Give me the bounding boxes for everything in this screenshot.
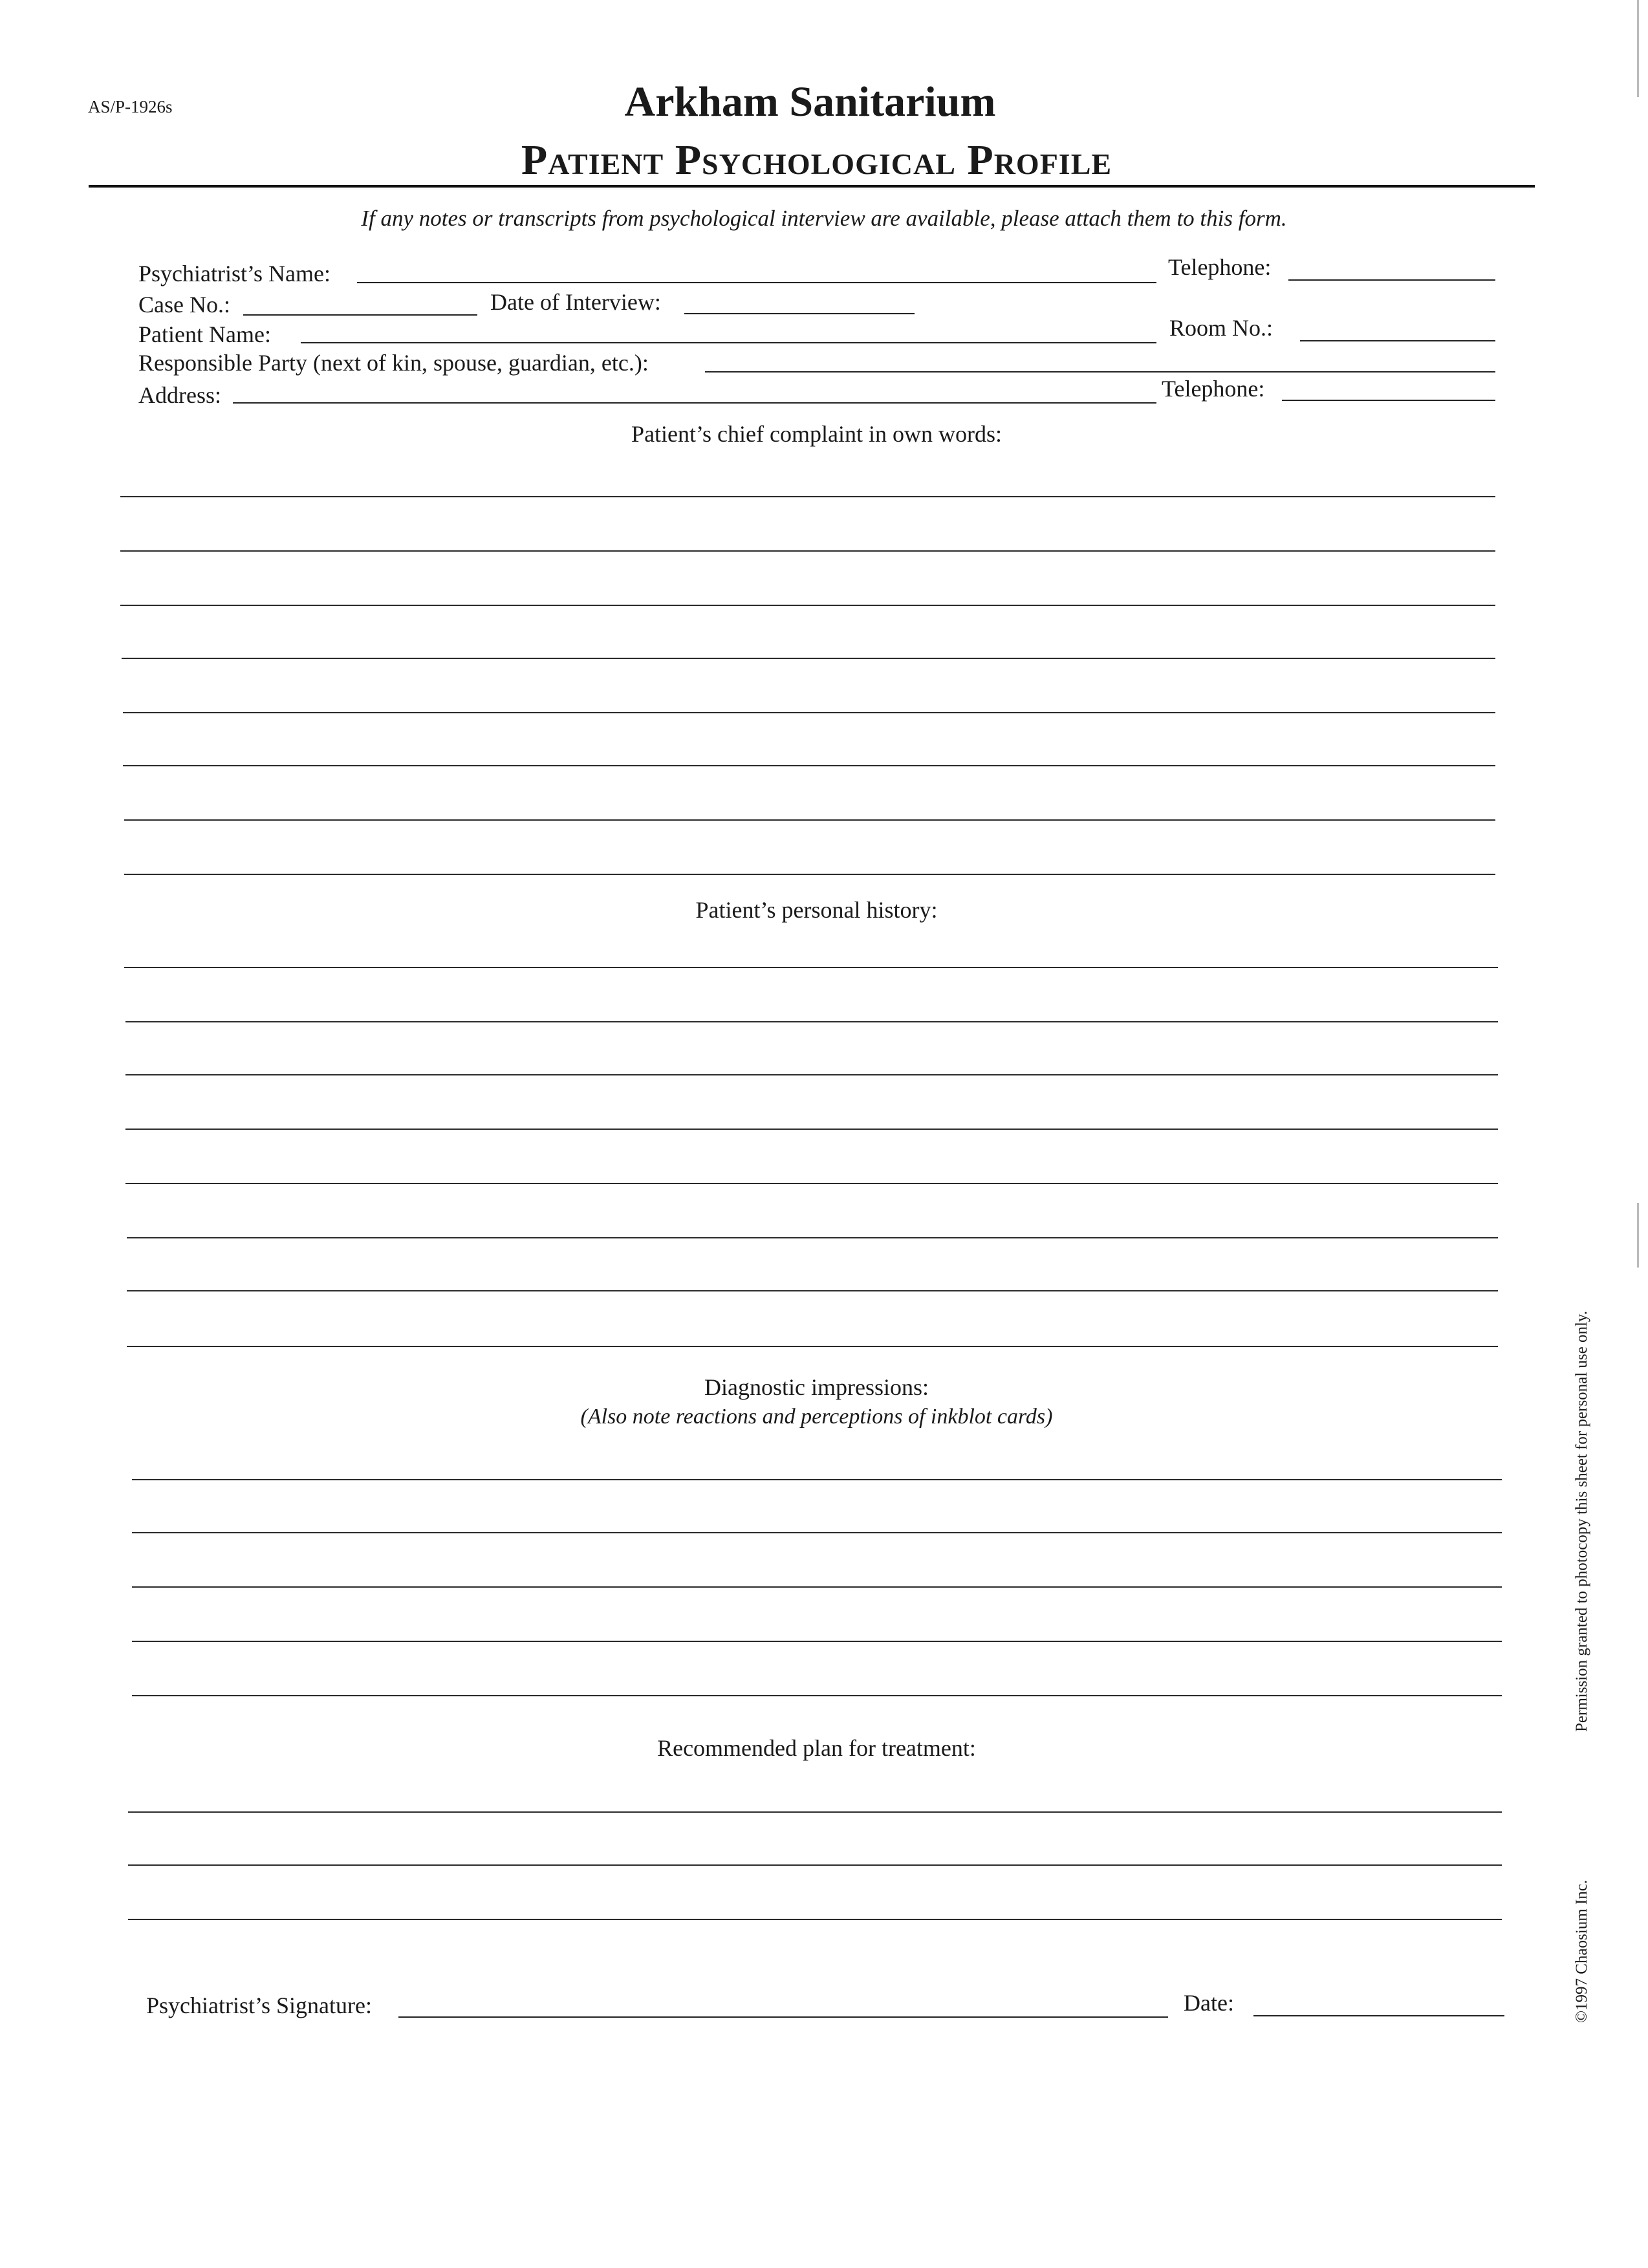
signature-label: Psychiatrist’s Signature: xyxy=(146,1993,372,2018)
chief-complaint-line[interactable] xyxy=(124,874,1495,875)
personal-history-heading: Patient’s personal history: xyxy=(695,897,938,923)
document-title: Arkham Sanitarium xyxy=(624,78,996,125)
signature-date-label: Date: xyxy=(1184,1990,1234,2016)
psychiatrist-name-field[interactable] xyxy=(357,282,1156,283)
treatment-line[interactable] xyxy=(128,1864,1502,1866)
responsible-party-label: Responsible Party (next of kin, spouse, guardian, etc.): xyxy=(138,350,649,376)
permission-notice: Permission granted to photocopy this sheet for personal use only. xyxy=(1573,1310,1590,1732)
chief-complaint-line[interactable] xyxy=(123,712,1495,713)
form-code: AS/P-1926s xyxy=(88,97,173,116)
date-of-interview-label: Date of Interview: xyxy=(490,289,661,315)
personal-history-line[interactable] xyxy=(125,1129,1498,1130)
room-no-label: Room No.: xyxy=(1169,315,1274,341)
telephone-2-label: Telephone: xyxy=(1162,376,1265,402)
chief-complaint-line[interactable] xyxy=(120,496,1495,497)
personal-history-line[interactable] xyxy=(125,1183,1498,1184)
chief-complaint-line[interactable] xyxy=(120,605,1495,606)
case-no-field[interactable] xyxy=(243,314,477,316)
copyright-notice: ©1997 Chaosium Inc. xyxy=(1573,1879,1590,2023)
patient-name-field[interactable] xyxy=(301,342,1156,343)
personal-history-line[interactable] xyxy=(127,1290,1498,1291)
scan-edge-mark xyxy=(1637,1203,1639,1268)
treatment-heading: Recommended plan for treatment: xyxy=(657,1735,976,1761)
diagnostic-line[interactable] xyxy=(132,1641,1502,1642)
chief-complaint-line[interactable] xyxy=(123,765,1495,766)
telephone-1-label: Telephone: xyxy=(1168,254,1272,280)
document-subtitle: Patient Psychological Profile xyxy=(521,136,1112,184)
responsible-party-field[interactable] xyxy=(705,371,1495,373)
telephone-2-field[interactable] xyxy=(1282,400,1495,401)
scan-edge-mark xyxy=(1637,0,1639,97)
chief-complaint-heading: Patient’s chief complaint in own words: xyxy=(631,421,1002,447)
personal-history-line[interactable] xyxy=(125,1074,1498,1075)
treatment-line[interactable] xyxy=(128,1811,1502,1813)
instructions: If any notes or transcripts from psychological interview are available, please attach them to this form. xyxy=(361,206,1287,231)
signature-field[interactable] xyxy=(398,2016,1168,2018)
chief-complaint-line[interactable] xyxy=(120,550,1495,552)
case-no-label: Case No.: xyxy=(138,292,230,318)
date-of-interview-field[interactable] xyxy=(684,313,915,314)
chief-complaint-line[interactable] xyxy=(122,658,1495,659)
personal-history-line[interactable] xyxy=(127,1346,1498,1347)
personal-history-line[interactable] xyxy=(125,1021,1498,1022)
room-no-field[interactable] xyxy=(1300,340,1495,341)
diagnostic-line[interactable] xyxy=(132,1532,1502,1533)
title-rule xyxy=(89,185,1535,188)
diagnostic-line[interactable] xyxy=(132,1479,1502,1480)
patient-name-label: Patient Name: xyxy=(138,321,271,347)
signature-date-field[interactable] xyxy=(1253,2015,1504,2016)
diagnostic-heading: Diagnostic impressions: xyxy=(704,1374,929,1400)
diagnostic-line[interactable] xyxy=(132,1586,1502,1588)
chief-complaint-line[interactable] xyxy=(124,819,1495,821)
address-field[interactable] xyxy=(233,402,1156,404)
diagnostic-line[interactable] xyxy=(132,1695,1502,1696)
diagnostic-note: (Also note reactions and perceptions of inkblot cards) xyxy=(580,1405,1053,1429)
psychiatrist-name-label: Psychiatrist’s Name: xyxy=(138,261,331,286)
personal-history-line[interactable] xyxy=(124,967,1498,968)
telephone-1-field[interactable] xyxy=(1288,279,1495,281)
treatment-line[interactable] xyxy=(128,1919,1502,1920)
address-label: Address: xyxy=(138,382,221,408)
personal-history-line[interactable] xyxy=(127,1237,1498,1238)
